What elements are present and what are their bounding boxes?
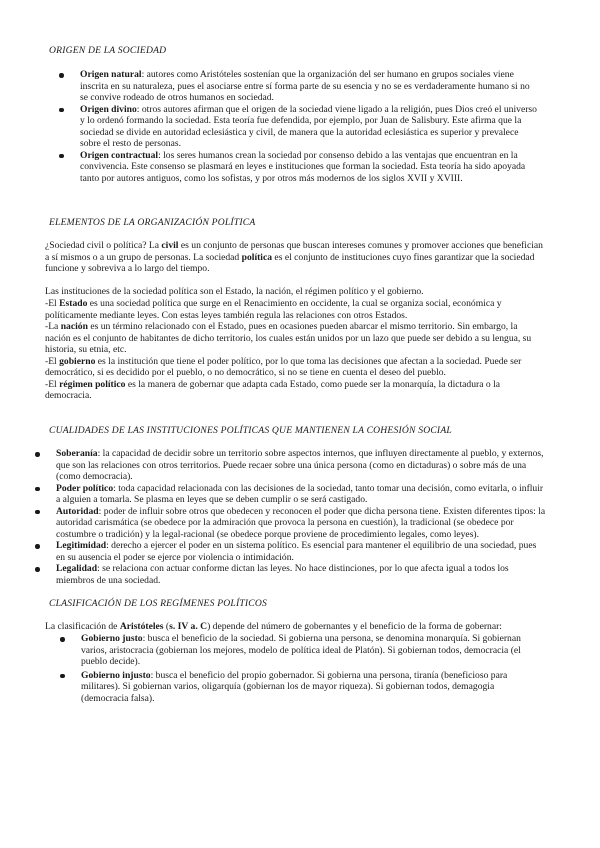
definition: : otros autores afirman que el origen de la sociedad viene ligado a la religión, pues Dios creó el universo y lo ordenó formando la sociedad. Esta teoría fue defendida, por ejemplo, por Juan de Salisbury. Este afirma que la sociedad se divide en autoridad eclesiástica y civil, de manera que la autoridad eclesiástica es superior y prevalece sobre el resto de personas. bbox=[80, 103, 537, 149]
list-item bbox=[45, 379, 545, 402]
origen-list bbox=[80, 69, 540, 184]
definition: : busca el beneficio de la sociedad. Si gobierna una persona, se denomina monarquía. Si gobiernan varios, aristocracia (gobiernan los mejores, modelo de política ideal de Platón). Si gobiernan todos, democracia (el pueblo decide). bbox=[81, 633, 521, 667]
definition: es la institución que tiene el poder político, por lo que toma las decisiones que afectan a la sociedad. Puede ser democrático, si es decidido por el pueblo, o no democrático, si no se tiene en cuenta el deseo del pueblo. bbox=[45, 355, 522, 378]
text-run: -El bbox=[45, 355, 60, 367]
term: Origen contractual bbox=[80, 149, 159, 161]
term: Aristóteles bbox=[119, 621, 164, 632]
clasificacion-intro bbox=[45, 621, 545, 633]
definition: : derecho a ejercer el poder en un sistema político. Es esencial para mantener el equilibrio de una sociedad, pues en su ausencia el poder se ejerce por violencia o intimidación. bbox=[56, 540, 537, 563]
list-item bbox=[80, 69, 540, 104]
text-run: es un conjunto de personas que buscan intereses comunes y promover acciones que benefician a sí mismos o a un grupo de personas. La sociedad bbox=[45, 240, 543, 263]
section-title-origen: ORIGEN DE LA SOCIEDAD bbox=[49, 45, 167, 56]
term: Legitimidad bbox=[56, 540, 107, 551]
list-item bbox=[56, 563, 546, 586]
definition: : autores como Aristóteles sostenían que la organización del ser humano en grupos sociales viene inscrita en su naturaleza, pues el asociarse entre sí forma parte de su esencia y no se es verdaderamente humano si no se convive rodeado de otros humanos en sociedad. bbox=[80, 69, 530, 103]
definition: : busca el beneficio del propio gobernador. Si gobierna una persona, tiranía (beneficioso para militares). Si gobiernan varios, oligarquía (gobiernan los de mayor riqueza). Si gobiernan todos, demagogia (democracia falsa). bbox=[81, 669, 508, 704]
section-title-clasificacion: CLASIFICACIÓN DE LOS REGÍMENES POLÍTICOS bbox=[49, 598, 267, 609]
term: Soberanía bbox=[56, 448, 98, 459]
list-item bbox=[45, 298, 545, 321]
term: Poder político bbox=[56, 482, 114, 494]
list-item bbox=[81, 633, 543, 668]
term: Origen divino bbox=[80, 103, 137, 115]
text-run: -El bbox=[45, 298, 60, 309]
elementos-list bbox=[45, 298, 545, 402]
list-item bbox=[56, 540, 546, 563]
term: Origen natural bbox=[80, 69, 142, 80]
term: civil bbox=[161, 240, 179, 251]
text-run: -La bbox=[45, 321, 61, 332]
term: Estado bbox=[59, 298, 88, 309]
list-item bbox=[80, 104, 540, 150]
term: nación bbox=[60, 321, 88, 332]
term: s. IV a. C bbox=[169, 621, 208, 632]
list-item bbox=[45, 356, 545, 379]
text-run: ¿Sociedad civil o política? La bbox=[45, 240, 162, 251]
definition: : la capacidad de decidir sobre un territorio sobre aspectos internos, que influyen directamente al pueblo, y externos, que son las relaciones con otros territorios. Puede recaer sobre una única persona (como en dictaduras) o sobre más de una (como democracia). bbox=[56, 448, 544, 482]
definition: es un término relacionado con el Estado, pues en ocasiones pueden abarcar el mismo territorio. Sin embargo, la nación es el conjunto de habitantes de dicho territorio, los cuales están unidos por un lazo que puede ser debido a su lengua, su historia, su etnia, etc. bbox=[45, 321, 532, 355]
list-item bbox=[80, 150, 540, 185]
definition: : se relaciona con actuar conforme dictan las leyes. No hace distinciones, por lo que afecta igual a todos los miembros de una sociedad. bbox=[56, 563, 509, 586]
text-run: ( bbox=[163, 621, 170, 632]
elementos-intro bbox=[45, 240, 545, 275]
term: Legalidad bbox=[56, 563, 98, 574]
text-run: ) depende del número de gobernantes y el beneficio de la forma de gobernar: bbox=[207, 621, 502, 632]
definition: es la manera de gobernar que adapta cada Estado, como puede ser la monarquía, la dictadura o la democracia. bbox=[45, 378, 500, 401]
term: Gobierno justo bbox=[81, 633, 143, 644]
definition: : toda capacidad relacionada con las decisiones de la sociedad, tanto tomar una decisión, como evitarla, o influir a alguien a tomarla. Se plasma en leyes que se deben cumplir o se será castigado. bbox=[56, 482, 544, 505]
list-item bbox=[56, 448, 546, 483]
clasificacion-list bbox=[81, 633, 543, 704]
section-title-cualidades: CUALIDADES DE LAS INSTITUCIONES POLÍTICAS QUE MANTIENEN LA COHESIÓN SOCIAL bbox=[49, 425, 452, 436]
term: política bbox=[241, 251, 273, 263]
list-item bbox=[56, 506, 546, 541]
text-run: -El bbox=[45, 378, 60, 390]
term: gobierno bbox=[59, 355, 96, 367]
definition: es una sociedad política que surge en el Renacimiento en occidente, la cual se organiza social, económica y políticamente mediante leyes. Con estas leyes también regula las relaciones con otros Estados. bbox=[45, 298, 502, 321]
text-run: es el conjunto de instituciones cuyo fines garantizar que la sociedad funcione y sobreviva a lo largo del tiempo. bbox=[45, 251, 535, 274]
term: régimen político bbox=[59, 378, 126, 390]
list-item bbox=[81, 670, 543, 705]
definition: : los seres humanos crean la sociedad por consenso debido a las ventajas que encuentran en la convivencia. Este consenso se plasmará en leyes e instituciones que forman la sociedad. Esta teoría ha sido apoyada tanto por autores antiguos, como los sofistas, y por otros más modernos de los siglos XVII y XVIII. bbox=[80, 149, 526, 184]
list-item bbox=[45, 321, 545, 356]
list-item bbox=[56, 483, 546, 506]
section-title-elementos: ELEMENTOS DE LA ORGANIZACIÓN POLÍTICA bbox=[49, 217, 256, 228]
cualidades-list bbox=[56, 448, 546, 586]
term: Gobierno injusto bbox=[81, 669, 151, 681]
term: Autoridad bbox=[56, 505, 99, 517]
elementos-lead: Las instituciones de la sociedad política son el Estado, la nación, el régimen político y el gobierno. bbox=[45, 286, 424, 297]
text-run: La clasificación de bbox=[45, 621, 120, 632]
definition: : poder de influir sobre otros que obedecen y reconocen el poder que dicha persona tiene. Existen diferentes tipos: la autoridad carismática (se obedece por la admiración que provoca la persona en cuestión), la tradicional (se obedece por costumbre o tradición) y la legal-racional (se obedece porque proviene de procedimiento legales, como leyes). bbox=[56, 505, 546, 540]
